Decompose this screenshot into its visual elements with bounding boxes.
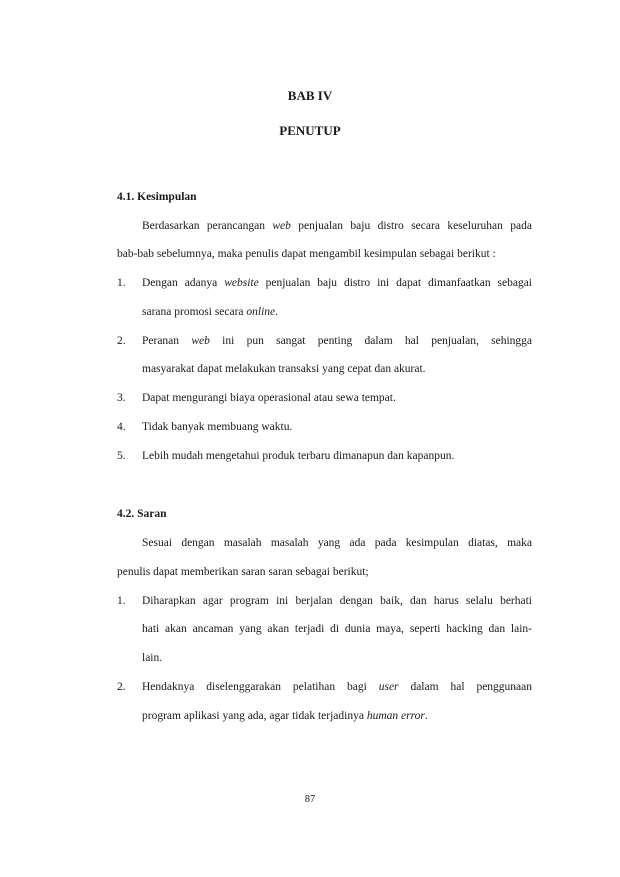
kesimpulan-intro-line-2: bab-bab sebelumnya, maka penulis dapat mengambil kesimpulan sebagai berikut : [117, 248, 496, 260]
list-item-text: Lebih mudah mengetahui produk terbaru dimanapun dan kapanpun. [142, 450, 455, 462]
list-item-text: program aplikasi yang ada, agar tidak terjadinya human error. [142, 710, 428, 722]
section-heading-kesimpulan: 4.1. Kesimpulan [117, 191, 197, 203]
list-item-text: Dengan adanya website penjualan baju distro ini dapat dimanfaatkan sebagai [142, 277, 532, 289]
list-item-text: Peranan web ini pun sangat penting dalam hal penjualan, sehingga [142, 335, 532, 347]
chapter-label: BAB IV [287, 88, 333, 103]
list-item-text: sarana promosi secara online. [142, 306, 279, 318]
list-number: 2. [117, 335, 126, 347]
list-item-text: Dapat mengurangi biaya operasional atau sewa tempat. [142, 392, 396, 404]
list-number: 1. [117, 277, 126, 289]
list-number: 4. [117, 421, 126, 433]
section-heading-saran: 4.2. Saran [117, 508, 167, 520]
list-number: 1. [117, 595, 126, 607]
list-item-text: masyarakat dapat melakukan transaksi yang cepat dan akurat. [142, 363, 426, 375]
list-item-text: hati akan ancaman yang akan terjadi di dunia maya, seperti hacking dan lain- [142, 623, 532, 635]
saran-intro-line-2: penulis dapat memberikan saran saran sebagai berikut; [117, 566, 369, 578]
saran-intro-line-1: Sesuai dengan masalah masalah yang ada pada kesimpulan diatas, maka [142, 537, 532, 549]
page-number: 87 [304, 794, 316, 805]
list-number: 5. [117, 450, 126, 462]
list-item-text: Hendaknya diselenggarakan pelatihan bagi user dalam hal penggunaan [142, 681, 533, 693]
list-item-text: lain. [142, 652, 163, 664]
kesimpulan-intro-line-1: Berdasarkan perancangan web penjualan baju distro secara keseluruhan pada [142, 220, 532, 232]
chapter-title: PENUTUP [279, 123, 341, 138]
list-item-text: Tidak banyak membuang waktu. [142, 421, 293, 433]
list-number: 3. [117, 392, 126, 404]
list-number: 2. [117, 681, 126, 693]
list-item-text: Diharapkan agar program ini berjalan dengan baik, dan harus selalu berhati [142, 595, 532, 607]
